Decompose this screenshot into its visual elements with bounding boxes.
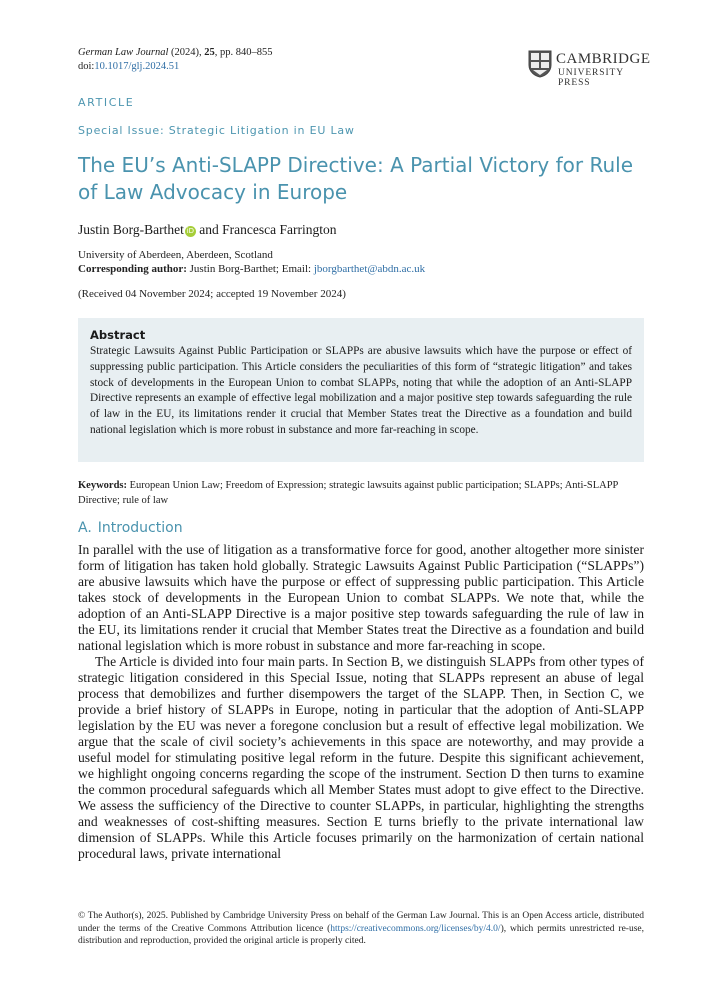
author-connector: and	[199, 222, 219, 237]
author-name[interactable]: Justin Borg-Barthet	[78, 222, 184, 237]
paragraph: The Article is divided into four main parts. In Section B, we distinguish SLAPPs from other types of strategic litigation considered in this Special Issue, noting that SLAPPs represent an abuse of legal process that demobilizes and further disempowers the target of the SLAPP. Then, in Section C, we provide a brief history of SLAPPs in Europe, noting in particular that the adoption of Anti-SLAPP legislation by the EU was never a foregone conclusion but a result of effective legal mobilization. We argue that the scale of civil society’s achievements in this space are noteworthy, and may provide a useful model for stimulating positive legal reform in the future. Despite this significant achievement, we highlight ongoing concerns regarding the scope of the instrument. Section D then turns to examine the common procedural safeguards which all Member States must adopt to give effect to the Directive. We assess the sufficiency of the Directive to counter SLAPPs, in particular, highlighting the strengths and weaknesses of cost-shifting measures. Section E turns briefly to the private international law dimension of SLAPPs. While this Article focuses primarily on the harmonization of certain national procedural laws, private international	[78, 654, 644, 861]
cambridge-shield-icon	[528, 50, 552, 78]
article-title: The EU’s Anti-SLAPP Directive: A Partial Victory for Rule of Law Advocacy in Europe	[78, 153, 633, 204]
email-link[interactable]: jborgbarthet@abdn.ac.uk	[313, 263, 426, 275]
paragraph: In parallel with the use of litigation as a transformative force for good, another altogether more sinister form of litigation has taken hold globally. Strategic Lawsuits Against Public Participation (“SLAPPs”) are abusive lawsuits which have the purpose or effect of suppressing public participation. This Article takes stock of developments in the European Union to combat SLAPPs. We note that, while the adoption of an Anti-SLAPP Directive is a major positive step towards safeguarding the rule of law in the EU, its limitations render it crucial that Member States treat the Directive as a foundation and build national legislation which is more robust in substance and more far-reaching in scope.	[78, 542, 644, 653]
section-number: A.	[78, 520, 92, 536]
orcid-icon[interactable]: iD	[186, 227, 195, 235]
affiliation: University of Aberdeen, Aberdeen, Scotland	[78, 249, 273, 261]
citation-line	[78, 46, 273, 60]
abstract-box	[78, 318, 644, 462]
publisher-subname: UNIVERSITY PRESS	[558, 68, 624, 88]
publisher-logo	[528, 50, 651, 88]
doi-link[interactable]: 10.1017/glj.2024.51	[94, 61, 180, 72]
author-name[interactable]: Francesca Farrington	[222, 222, 337, 237]
journal-year: (2024),	[171, 47, 202, 58]
abstract-heading: Abstract	[90, 328, 146, 342]
journal-pages: , pp. 840–855	[214, 47, 273, 58]
keywords-label: Keywords:	[78, 480, 127, 491]
journal-citation	[78, 46, 273, 74]
doi-line	[78, 60, 273, 74]
license-text: © The Author(s), 2025. Published by Cambridge University Press on behalf of the German Law Journal. This is an Open Access article, distributed under the terms of the Creative Commons Attribution licence (	[78, 911, 644, 934]
corresponding-name: Justin Borg-Barthet; Email:	[189, 263, 312, 275]
received-dates: (Received 04 November 2024; accepted 19 November 2024)	[78, 288, 346, 300]
author-line	[78, 222, 336, 238]
section-heading	[78, 520, 183, 536]
section-title: Introduction	[97, 520, 183, 536]
journal-name: German Law Journal	[78, 47, 169, 58]
article-type: ARTICLE	[78, 96, 135, 109]
license-link[interactable]: https://creativecommons.org/licenses/by/4.0/	[330, 923, 501, 934]
doi-prefix: doi:	[78, 61, 95, 72]
special-issue-label: Special Issue: Strategic Litigation in EU Law	[78, 124, 355, 137]
corresponding-label: Corresponding author:	[78, 263, 187, 275]
keywords-text: European Union Law; Freedom of Expression; strategic lawsuits against public participation; SLAPPs; Anti-SLAPP Directive; rule of law	[78, 480, 619, 506]
license-text-end: ), which permits unrestricted re-use, distribution and reproduction, provided the original article is properly cited.	[78, 923, 644, 946]
abstract-text: Strategic Lawsuits Against Public Participation or SLAPPs are abusive lawsuits which have the purpose or effect of suppressing public participation. This Article considers the peculiarities of this form of “strategic litigation” and takes stock of developments in the European Union to combat SLAPPs, noting that while the adoption of an Anti-SLAPP Directive represents an example of effective legal mobilization and a major positive step towards safeguarding the rule of law in the EU, its limitations render it crucial that Member States treat the Directive as a foundation and build national legislation which is more robust in substance and more far-reaching in scope.	[90, 345, 632, 436]
publisher-name: CAMBRIDGE	[556, 51, 651, 67]
corresponding-author	[78, 262, 425, 276]
journal-volume: 25	[204, 47, 215, 58]
body-text	[78, 542, 644, 862]
affiliation-block	[78, 248, 425, 276]
keywords	[78, 478, 644, 508]
license-footer	[78, 910, 644, 948]
